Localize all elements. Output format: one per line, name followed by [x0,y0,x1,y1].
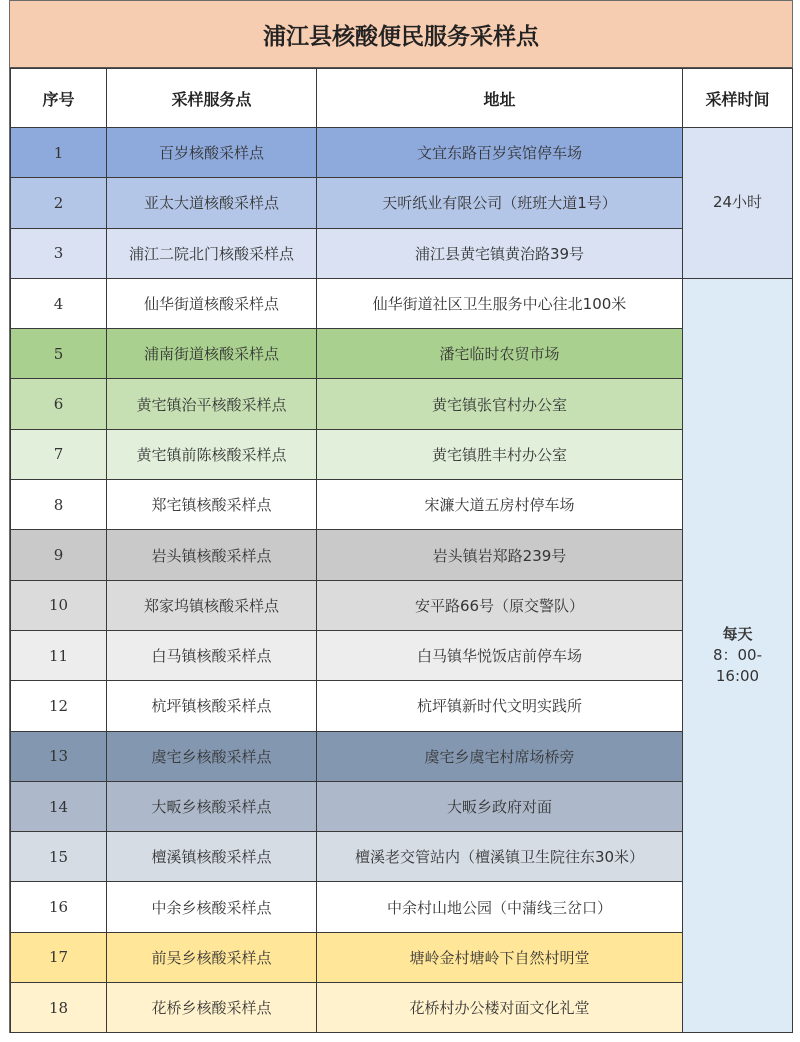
row-site: 郑宅镇核酸采样点 [107,480,317,530]
row-site: 亚太大道核酸采样点 [107,178,317,228]
header-site: 采样服务点 [107,69,317,128]
table-row [11,630,793,680]
table-row [11,429,793,479]
row-address: 天听纸业有限公司（班班大道1号） [317,178,683,228]
row-index: 12 [11,681,107,731]
row-address: 仙华街道社区卫生服务中心往北100米 [317,278,683,328]
row-site: 花桥乡核酸采样点 [107,983,317,1033]
row-site: 黄宅镇前陈核酸采样点 [107,429,317,479]
table-row [11,480,793,530]
row-index: 18 [11,983,107,1033]
row-index: 10 [11,580,107,630]
row-index: 8 [11,480,107,530]
row-site: 郑家坞镇核酸采样点 [107,580,317,630]
row-site: 大畈乡核酸采样点 [107,781,317,831]
row-index: 5 [11,329,107,379]
sampling-sites-sheet [9,0,793,1033]
header-time: 采样时间 [683,69,793,128]
row-site: 前吴乡核酸采样点 [107,932,317,982]
row-address: 文宜东路百岁宾馆停车场 [317,128,683,178]
table-row [11,379,793,429]
row-address: 杭坪镇新时代文明实践所 [317,681,683,731]
row-index: 3 [11,228,107,278]
row-index: 17 [11,932,107,982]
row-index: 13 [11,731,107,781]
table-row [11,329,793,379]
row-site: 浦南街道核酸采样点 [107,329,317,379]
table-row [11,228,793,278]
table-row [11,932,793,982]
table-row [11,731,793,781]
header-index: 序号 [11,69,107,128]
sites-table [10,68,793,1033]
time-label-daily-line: 每天 [722,625,753,644]
time-label-daily-line: 16:00 [715,667,760,686]
row-site: 中余乡核酸采样点 [107,882,317,932]
row-address: 宋濂大道五房村停车场 [317,480,683,530]
table-row [11,580,793,630]
table-row [11,832,793,882]
row-index: 4 [11,278,107,328]
row-index: 1 [11,128,107,178]
page-title: 浦江县核酸便民服务采样点 [10,0,792,68]
row-address: 安平路66号（原交警队） [317,580,683,630]
table-row [11,681,793,731]
row-index: 11 [11,630,107,680]
row-address: 潘宅临时农贸市场 [317,329,683,379]
row-site: 白马镇核酸采样点 [107,630,317,680]
table-body [11,128,793,1033]
header-row [11,69,793,128]
table-row [11,128,793,178]
row-address: 中余村山地公园（中蒲线三岔口） [317,882,683,932]
row-address: 塘岭金村塘岭下自然村明堂 [317,932,683,982]
row-index: 6 [11,379,107,429]
row-address: 岩头镇岩郑路239号 [317,530,683,580]
row-site: 岩头镇核酸采样点 [107,530,317,580]
row-site: 浦江二院北门核酸采样点 [107,228,317,278]
row-address: 浦江县黄宅镇黄治路39号 [317,228,683,278]
row-address: 花桥村办公楼对面文化礼堂 [317,983,683,1033]
row-index: 2 [11,178,107,228]
row-index: 7 [11,429,107,479]
time-cell-24h [683,128,793,279]
time-cell-daily [683,278,793,1032]
row-site: 仙华街道核酸采样点 [107,278,317,328]
row-index: 14 [11,781,107,831]
row-address: 虞宅乡虞宅村席场桥旁 [317,731,683,781]
row-site: 虞宅乡核酸采样点 [107,731,317,781]
row-index: 9 [11,530,107,580]
row-address: 黄宅镇胜丰村办公室 [317,429,683,479]
row-address: 白马镇华悦饭店前停车场 [317,630,683,680]
table-row [11,882,793,932]
table-row [11,983,793,1033]
row-index: 15 [11,832,107,882]
row-site: 黄宅镇治平核酸采样点 [107,379,317,429]
time-label-24h: 24小时 [712,193,763,212]
row-address: 黄宅镇张官村办公室 [317,379,683,429]
row-index: 16 [11,882,107,932]
row-site: 檀溪镇核酸采样点 [107,832,317,882]
table-row [11,278,793,328]
time-label-daily-line: 8：00- [712,646,763,665]
table-row [11,530,793,580]
row-site: 百岁核酸采样点 [107,128,317,178]
row-site: 杭坪镇核酸采样点 [107,681,317,731]
row-address: 大畈乡政府对面 [317,781,683,831]
table-row [11,781,793,831]
header-address: 地址 [317,69,683,128]
row-address: 檀溪老交管站内（檀溪镇卫生院往东30米） [317,832,683,882]
table-row [11,178,793,228]
